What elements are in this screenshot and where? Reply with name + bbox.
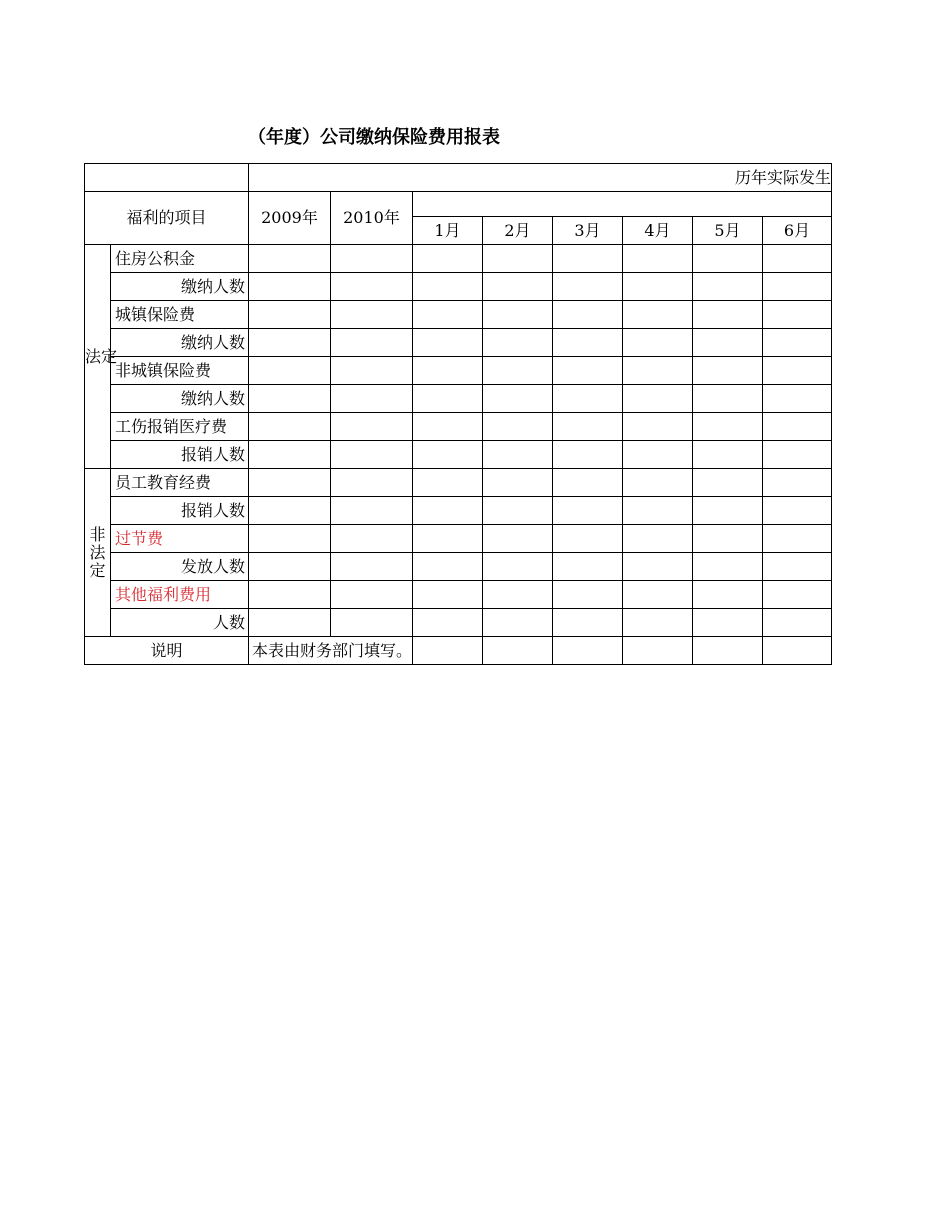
data-cell[interactable]: [623, 301, 693, 329]
data-cell[interactable]: [413, 301, 483, 329]
data-cell[interactable]: [693, 581, 763, 609]
data-cell[interactable]: [413, 497, 483, 525]
data-cell[interactable]: [483, 469, 553, 497]
table-row: [85, 329, 832, 357]
data-cell[interactable]: [249, 497, 331, 525]
data-cell[interactable]: [553, 245, 623, 273]
data-cell[interactable]: [249, 385, 331, 413]
row-label-housing-count[interactable]: 缴纳人数: [111, 273, 249, 301]
item-header[interactable]: 福利的项目: [85, 192, 249, 245]
data-cell[interactable]: [249, 609, 331, 637]
data-cell[interactable]: [249, 441, 331, 469]
data-cell[interactable]: [693, 245, 763, 273]
data-cell[interactable]: [483, 441, 553, 469]
data-cell[interactable]: [623, 609, 693, 637]
data-cell[interactable]: [483, 413, 553, 441]
row-label-holiday-count[interactable]: 发放人数: [111, 553, 249, 581]
table-row: [85, 525, 832, 553]
data-cell[interactable]: [693, 609, 763, 637]
data-cell[interactable]: [483, 273, 553, 301]
data-cell[interactable]: [553, 385, 623, 413]
data-cell[interactable]: [331, 441, 413, 469]
data-cell[interactable]: [249, 273, 331, 301]
data-cell[interactable]: [553, 525, 623, 553]
data-cell[interactable]: [413, 273, 483, 301]
data-cell[interactable]: [553, 301, 623, 329]
data-cell[interactable]: [413, 609, 483, 637]
data-cell[interactable]: [249, 469, 331, 497]
row-label-other-count[interactable]: 人数: [111, 609, 249, 637]
data-cell[interactable]: [331, 301, 413, 329]
data-cell[interactable]: [413, 525, 483, 553]
data-cell[interactable]: [553, 497, 623, 525]
data-cell[interactable]: [623, 329, 693, 357]
data-cell[interactable]: [413, 413, 483, 441]
group-nonlegal-label: 非法定: [89, 524, 106, 580]
data-cell[interactable]: [623, 581, 693, 609]
data-cell[interactable]: [331, 413, 413, 441]
data-cell[interactable]: [413, 329, 483, 357]
data-cell[interactable]: [331, 525, 413, 553]
data-cell[interactable]: [249, 553, 331, 581]
data-cell[interactable]: [623, 469, 693, 497]
row-label-urban-count[interactable]: 缴纳人数: [111, 329, 249, 357]
data-cell[interactable]: [413, 581, 483, 609]
data-cell[interactable]: [553, 329, 623, 357]
data-cell[interactable]: [331, 385, 413, 413]
table-row: [85, 581, 832, 609]
data-cell[interactable]: [623, 273, 693, 301]
table-row: [85, 553, 832, 581]
data-cell[interactable]: [553, 469, 623, 497]
data-cell[interactable]: [763, 273, 832, 301]
row-label-urban[interactable]: 城镇保险费: [111, 301, 249, 329]
data-cell[interactable]: [553, 441, 623, 469]
data-cell[interactable]: [693, 553, 763, 581]
data-cell[interactable]: [763, 245, 832, 273]
data-cell[interactable]: [331, 357, 413, 385]
data-cell[interactable]: [623, 385, 693, 413]
year-2009-header[interactable]: 2009年: [249, 192, 331, 245]
footer-label[interactable]: 说明: [85, 637, 249, 665]
month-header-2[interactable]: 2月: [483, 217, 553, 245]
data-cell[interactable]: [623, 637, 693, 665]
data-cell[interactable]: [483, 245, 553, 273]
data-cell[interactable]: [483, 329, 553, 357]
data-cell[interactable]: [331, 273, 413, 301]
data-cell[interactable]: [623, 441, 693, 469]
table-row: [85, 609, 832, 637]
data-cell[interactable]: [553, 413, 623, 441]
data-cell[interactable]: [763, 553, 832, 581]
table-row: [85, 497, 832, 525]
data-cell[interactable]: [763, 469, 832, 497]
row-label-nonurban[interactable]: 非城镇保险费: [111, 357, 249, 385]
row-label-other[interactable]: 其他福利费用: [111, 581, 249, 609]
data-cell[interactable]: [763, 609, 832, 637]
data-cell[interactable]: [483, 385, 553, 413]
row-label-education-count[interactable]: 报销人数: [111, 497, 249, 525]
data-cell[interactable]: [249, 581, 331, 609]
data-cell[interactable]: [763, 413, 832, 441]
data-cell[interactable]: [763, 581, 832, 609]
data-cell[interactable]: [331, 609, 413, 637]
data-cell[interactable]: [413, 553, 483, 581]
footer-note[interactable]: 本表由财务部门填写。: [249, 637, 413, 665]
data-cell[interactable]: [483, 581, 553, 609]
table-row: [85, 245, 832, 273]
month-header-5[interactable]: 5月: [693, 217, 763, 245]
data-cell[interactable]: [553, 273, 623, 301]
table-row: [85, 441, 832, 469]
insurance-report-table: [84, 163, 832, 665]
data-cell[interactable]: [483, 553, 553, 581]
data-cell[interactable]: [693, 637, 763, 665]
row-label-nonurban-count[interactable]: 缴纳人数: [111, 385, 249, 413]
data-cell[interactable]: [693, 329, 763, 357]
month-header-3[interactable]: 3月: [553, 217, 623, 245]
data-cell[interactable]: [413, 637, 483, 665]
data-cell[interactable]: [413, 357, 483, 385]
month-header-1[interactable]: 1月: [413, 217, 483, 245]
data-cell[interactable]: [331, 245, 413, 273]
data-cell[interactable]: [553, 637, 623, 665]
month-group-header[interactable]: [413, 192, 832, 217]
data-cell[interactable]: [483, 497, 553, 525]
data-cell[interactable]: [483, 525, 553, 553]
data-cell[interactable]: [553, 553, 623, 581]
data-cell[interactable]: [623, 525, 693, 553]
data-cell[interactable]: [331, 553, 413, 581]
data-cell[interactable]: [413, 385, 483, 413]
data-cell[interactable]: [623, 245, 693, 273]
data-cell[interactable]: [553, 357, 623, 385]
data-cell[interactable]: [693, 497, 763, 525]
corner-cell[interactable]: [85, 164, 249, 192]
data-cell[interactable]: [249, 329, 331, 357]
data-cell[interactable]: [553, 581, 623, 609]
data-cell[interactable]: [249, 245, 331, 273]
data-cell[interactable]: [249, 357, 331, 385]
table-row: [85, 357, 832, 385]
row-label-injury-count[interactable]: 报销人数: [111, 441, 249, 469]
data-cell[interactable]: [763, 441, 832, 469]
year-2010-header[interactable]: 2010年: [331, 192, 413, 245]
data-cell[interactable]: [249, 301, 331, 329]
month-header-6[interactable]: 6月: [763, 217, 832, 245]
table-row: [85, 469, 832, 497]
table-row: [85, 637, 832, 665]
data-cell[interactable]: [693, 469, 763, 497]
data-cell[interactable]: [413, 245, 483, 273]
data-cell[interactable]: [623, 357, 693, 385]
row-label-holiday[interactable]: 过节费: [111, 525, 249, 553]
table-row: [85, 385, 832, 413]
data-cell[interactable]: [331, 469, 413, 497]
table-row: [85, 301, 832, 329]
data-cell[interactable]: [483, 357, 553, 385]
row-label-housing[interactable]: 住房公积金: [111, 245, 249, 273]
banner-cell[interactable]: 历年实际发生: [249, 164, 832, 192]
data-cell[interactable]: [763, 301, 832, 329]
data-cell[interactable]: [763, 357, 832, 385]
data-cell[interactable]: [483, 637, 553, 665]
group-legal[interactable]: 法定: [85, 245, 111, 469]
data-cell[interactable]: [693, 413, 763, 441]
data-cell[interactable]: [331, 329, 413, 357]
data-cell[interactable]: [413, 441, 483, 469]
data-cell[interactable]: [553, 609, 623, 637]
data-cell[interactable]: [763, 637, 832, 665]
data-cell[interactable]: [763, 385, 832, 413]
data-cell[interactable]: [693, 525, 763, 553]
data-cell[interactable]: [249, 525, 331, 553]
data-cell[interactable]: [693, 273, 763, 301]
data-cell[interactable]: [693, 301, 763, 329]
data-cell[interactable]: [623, 553, 693, 581]
data-cell[interactable]: [413, 469, 483, 497]
data-cell[interactable]: [693, 385, 763, 413]
data-cell[interactable]: [623, 413, 693, 441]
data-cell[interactable]: [483, 609, 553, 637]
data-cell[interactable]: [763, 329, 832, 357]
data-cell[interactable]: [693, 441, 763, 469]
data-cell[interactable]: [249, 413, 331, 441]
data-cell[interactable]: [693, 357, 763, 385]
data-cell[interactable]: [623, 497, 693, 525]
row-label-injury[interactable]: 工伤报销医疗费: [111, 413, 249, 441]
data-cell[interactable]: [483, 301, 553, 329]
row-label-education[interactable]: 员工教育经费: [111, 469, 249, 497]
table-row: [85, 273, 832, 301]
table-row: [85, 413, 832, 441]
data-cell[interactable]: [331, 497, 413, 525]
report-title: （年度）公司缴纳保险费用报表: [248, 127, 500, 148]
data-cell[interactable]: [763, 497, 832, 525]
data-cell[interactable]: [331, 581, 413, 609]
group-nonlegal[interactable]: [85, 469, 111, 637]
data-cell[interactable]: [763, 525, 832, 553]
month-header-4[interactable]: 4月: [623, 217, 693, 245]
